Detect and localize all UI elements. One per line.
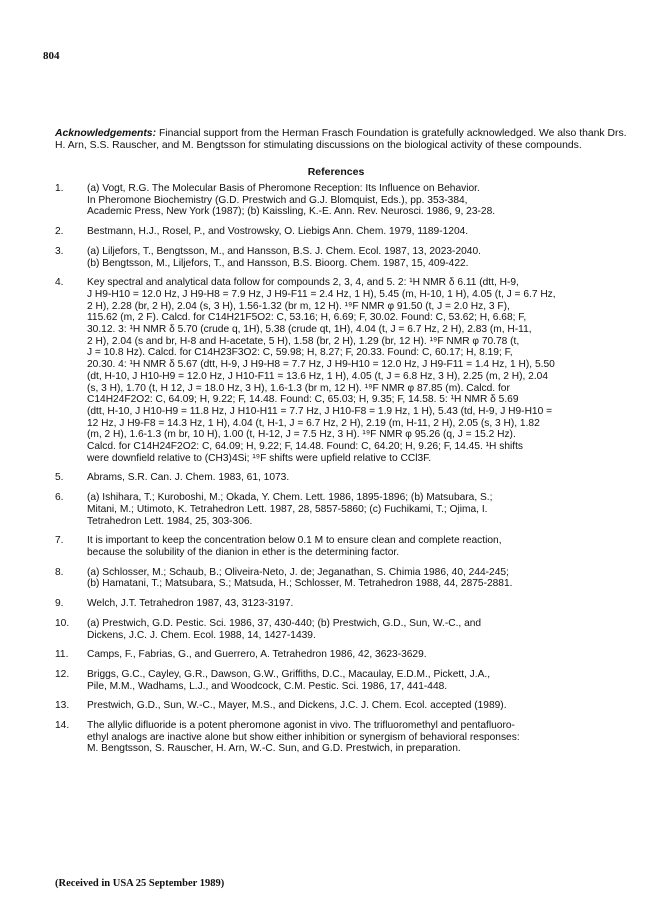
reference-line: (b) Bengtsson, M., Liljefors, T., and Hansson, B.S. Bioorg. Chem. 1987, 15, 409-422.: [87, 257, 469, 269]
reference-item: [55, 649, 635, 661]
reference-line: (a) Vogt, R.G. The Molecular Basis of Pheromone Reception: Its Influence on Behavior.: [87, 183, 480, 194]
reference-line: ethyl analogs are inactive alone but show either inhibition or synergism of behavioral responses:: [87, 731, 520, 743]
acknowledgements-text: Financial support from the Herman Frasch Foundation is gratefully acknowledged. We also thank Drs. H. Arn, S.S. Rauscher, and M. Bengtsson for stimulating discussions on the biological activity of these compounds.: [55, 128, 627, 151]
reference-line: It is important to keep the concentration below 0.1 M to ensure clean and complete reaction,: [87, 535, 502, 547]
reference-line: J H9-H10 = 12.0 Hz, J H9-H8 = 7.9 Hz, J H9-F11 = 2.4 Hz, 1 H), 5.45 (m, H-10, 1 H), 4.05 (t, J = 6.7 Hz,: [87, 288, 556, 300]
reference-item: [55, 669, 635, 692]
reference-number: 8.: [55, 566, 64, 578]
reference-number: 2.: [55, 226, 64, 238]
reference-number: 9.: [55, 598, 64, 610]
reference-line: Bestmann, H.J., Rosel, P., and Vostrowsky, O. Liebigs Ann. Chem. 1979, 1189-1204.: [87, 226, 469, 238]
reference-number: 12.: [55, 668, 70, 680]
reference-item: [55, 618, 635, 641]
reference-item: [55, 720, 635, 755]
reference-number: 5.: [55, 472, 64, 484]
reference-line: (m, 2 H), 1.6-1.3 (m br, 10 H), 1.00 (t, H-12, J = 7.5 Hz, 3 H). ¹⁹F NMR φ 95.26 (q, J = 15.2 Hz).: [87, 429, 516, 441]
reference-item: [55, 492, 635, 527]
reference-number: 1.: [55, 183, 64, 194]
reference-line: (dtt, H-10, J H10-H9 = 11.8 Hz, J H10-H11 = 7.7 Hz, J H10-F8 = 1.9 Hz, 1 H), 5.43 (td, H-9, J H9-H10 =: [87, 405, 553, 417]
reference-number: 3.: [55, 245, 64, 257]
received-date: (Received in USA 25 September 1989): [55, 878, 225, 889]
reference-number: 11.: [55, 649, 69, 661]
reference-line: Abrams, S.R. Can. J. Chem. 1983, 61, 1073.: [87, 472, 290, 484]
reference-line: Academic Press, New York (1987); (b) Kaissling, K.-E. Ann. Rev. Neurosci. 1986, 9, 23-28.: [87, 206, 496, 218]
reference-line: Briggs, G.C., Cayley, G.R., Dawson, G.W., Griffiths, D.C., Macaulay, E.D.M., Pickett, J.A.,: [87, 668, 491, 680]
reference-line: Mitani, M.; Utimoto, K. Tetrahedron Lett. 1987, 28, 5857-5860; (c) Fuchikami, T.; Ojima, I.: [87, 503, 488, 515]
reference-item: [55, 277, 635, 464]
reference-line: 2 H), 2.28 (br, 2 H), 2.04 (s, 3 H), 1.56-1.32 (br m, 12 H). ¹⁹F NMR φ 91.50 (t, J = 2.0 Hz, 3 F),: [87, 300, 510, 312]
reference-line: 30.12. 3: ¹H NMR δ 5.70 (crude q, 1H), 5.38 (crude qt, 1H), 4.04 (t, J = 6.7 Hz, 2 H), 2.83 (m, H-11,: [87, 324, 532, 336]
reference-number: 14.: [55, 720, 70, 732]
references-list: [55, 183, 635, 763]
reference-line: were downfield relative to (CH3)4Si; ¹⁹F shifts were upfield relative to CCl3F.: [87, 452, 432, 464]
reference-number: 10.: [55, 617, 70, 629]
reference-line: 2 H), 2.04 (s and br, H-8 and H-acetate, 5 H), 1.58 (br, 2 H), 1.29 (br, 12 H). ¹⁹F NMR φ 70.78 (t,: [87, 335, 520, 347]
reference-line: Pile, M.M., Wadhams, L.J., and Woodcock, C.M. Pestic. Sci. 1986, 17, 441-448.: [87, 680, 448, 692]
reference-item: [55, 700, 635, 712]
references-heading: References: [307, 166, 365, 178]
reference-line: Welch, J.T. Tetrahedron 1987, 43, 3123-3197.: [87, 598, 294, 610]
reference-item: [55, 183, 635, 218]
reference-line: (a) Prestwich, G.D. Pestic. Sci. 1986, 37, 430-440; (b) Prestwich, G.D., Sun, W.-C., and: [87, 617, 482, 629]
acknowledgements-paragraph: [55, 128, 630, 151]
reference-line: 12 Hz, J H9-F8 = 14.3 Hz, 1 H), 4.04 (t, H-1, J = 6.7 Hz, 2 H), 2.19 (m, H-11, 2 H), 2.05 (s, 3 H), 1.82: [87, 417, 540, 429]
page-number: 804: [43, 50, 60, 62]
reference-line: M. Bengtsson, S. Rauscher, H. Arn, W.-C. Sun, and G.D. Prestwich, in preparation.: [87, 743, 461, 755]
reference-line: C14H24F2O2: C, 64.09; H, 9.22; F, 14.48. Found: C, 65.03; H, 9.35; F, 14.58. 5: ¹H NMR δ 5.69: [87, 394, 519, 406]
reference-line: Dickens, J.C. J. Chem. Ecol. 1988, 14, 1427-1439.: [87, 629, 316, 641]
reference-item: [55, 472, 635, 484]
reference-line: Tetrahedron Lett. 1984, 25, 303-306.: [87, 515, 253, 527]
reference-line: 20.30. 4: ¹H NMR δ 5.67 (dtt, H-9, J H9-H8 = 7.7 Hz, J H9-H10 = 12.0 Hz, J H9-F11 = 1.4 Hz, 1 H), 5.50: [87, 359, 555, 371]
reference-line: (a) Ishihara, T.; Kuroboshi, M.; Okada, Y. Chem. Lett. 1986, 1895-1896; (b) Matsubara, S.;: [87, 492, 493, 504]
reference-line: (a) Liljefors, T., Bengtsson, M., and Hansson, B.S. J. Chem. Ecol. 1987, 13, 2023-2040.: [87, 245, 481, 257]
reference-line: (dt, H-10, J H10-H9 = 12.0 Hz, J H10-F11 = 13.6 Hz, 1 H), 4.05 (t, J = 6.8 Hz, 3 H), 2.25 (m, 2 H), 2.04: [87, 370, 548, 382]
reference-line: (a) Schlosser, M.; Schaub, B.; Oliveira-Neto, J. de; Jeganathan, S. Chimia 1986, 40, 244-245;: [87, 566, 509, 578]
acknowledgements-heading: Acknowledgements:: [55, 128, 157, 139]
reference-line: because the solubility of the dianion in ether is the determining factor.: [87, 546, 400, 558]
reference-item: [55, 535, 635, 558]
reference-number: 7.: [55, 535, 64, 547]
reference-number: 4.: [55, 277, 64, 289]
reference-line: Key spectral and analytical data follow for compounds 2, 3, 4, and 5. 2: ¹H NMR δ 6.11 (dtt, H-9,: [87, 277, 519, 289]
reference-line: 115.62 (m, 2 F). Calcd. for C14H21F5O2: C, 53.16; H, 6.69; F, 30.02. Found: C, 53.62; H, 6.68; F,: [87, 312, 527, 324]
reference-line: Camps, F., Fabrias, G., and Guerrero, A. Tetrahedron 1986, 42, 3623-3629.: [87, 649, 427, 661]
reference-line: J = 10.8 Hz). Calcd. for C14H23F3O2: C, 59.98; H, 8.27; F, 20.33. Found: C, 60.17; H, 8.19; F,: [87, 347, 513, 359]
reference-line: Prestwich, G.D., Sun, W.-C., Mayer, M.S., and Dickens, J.C. J. Chem. Ecol. accepted (1989).: [87, 700, 507, 712]
reference-item: [55, 226, 635, 238]
reference-item: [55, 598, 635, 610]
reference-line: Calcd. for C14H24F2O2: C, 64.09; H, 9.22; F, 14.48. Found: C, 64.20; H, 9.26; F, 14.45. ¹H shifts: [87, 441, 524, 453]
reference-number: 6.: [55, 492, 64, 504]
reference-line: (b) Hamatani, T.; Matsubara, S.; Matsuda, H.; Schlosser, M. Tetrahedron 1988, 44, 2875-2881.: [87, 578, 513, 590]
reference-item: [55, 567, 635, 590]
reference-line: (s, 3 H), 1.70 (t, H 12, J = 18.0 Hz, 3 H), 1.6-1.3 (br m, 12 H). ¹⁹F NMR φ 87.85 (m). Calcd. for: [87, 382, 510, 394]
reference-line: The allylic difluoride is a potent pheromone agonist in vivo. The trifluoromethyl and pentafluoro-: [87, 720, 515, 732]
reference-item: [55, 246, 635, 269]
reference-number: 13.: [55, 700, 70, 712]
reference-line: In Pheromone Biochemistry (G.D. Prestwich and G.J. Blomquist, Eds.), pp. 353-384,: [87, 194, 468, 206]
